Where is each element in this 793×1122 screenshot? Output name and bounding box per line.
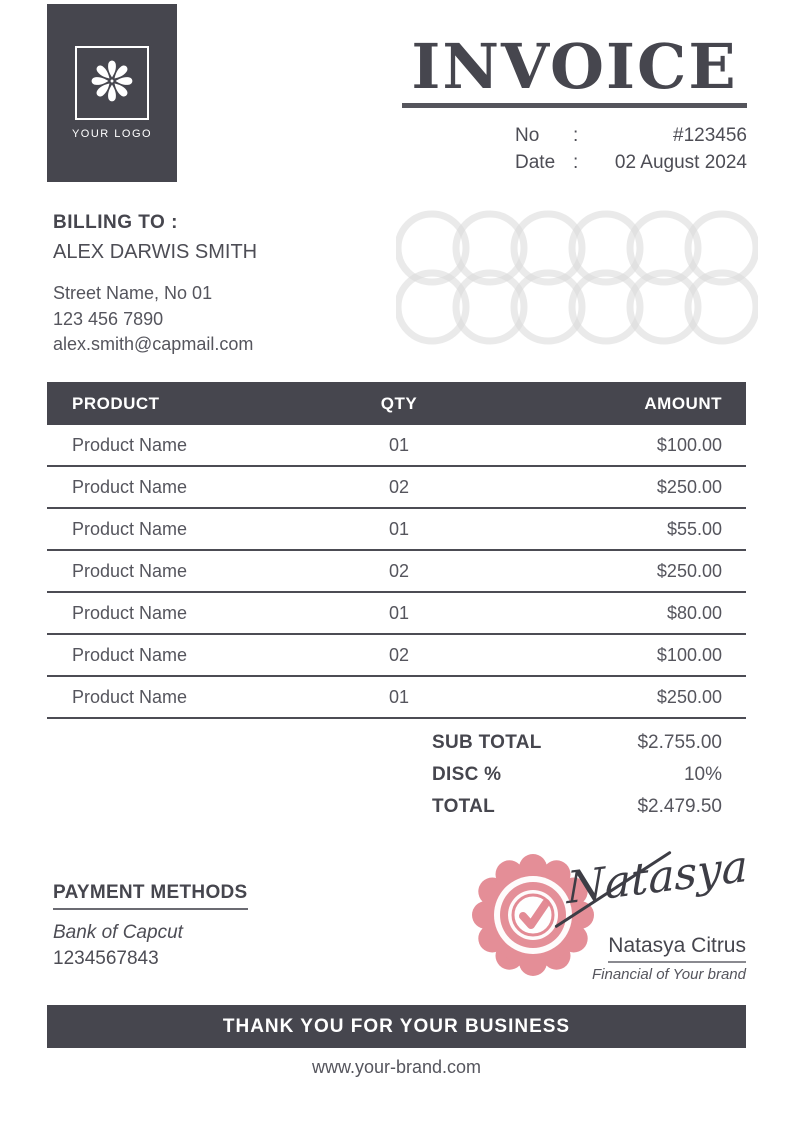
billing-phone: 123 456 7890 <box>53 308 164 329</box>
billing-street: Street Name, No 01 <box>53 283 213 303</box>
billing-email: alex.smith@capmail.com <box>53 334 254 354</box>
billing-section <box>53 212 373 358</box>
cell-amount: $100.00 <box>656 434 722 455</box>
payment-section <box>53 882 248 970</box>
cell-amount: $55.00 <box>666 518 722 539</box>
logo-block <box>47 4 177 182</box>
discount-label: DISC % <box>432 764 502 785</box>
logo-frame <box>75 46 149 120</box>
totals-section <box>432 727 746 823</box>
invoice-header <box>402 30 747 176</box>
total-value: $2.479.50 <box>637 796 722 817</box>
cell-amount: $100.00 <box>656 644 722 665</box>
cell-amount: $250.00 <box>656 560 722 581</box>
payment-account: 1234567843 <box>53 948 159 969</box>
invoice-number-row <box>515 122 747 149</box>
payment-heading: PAYMENT METHODS <box>53 882 248 910</box>
total-row <box>432 791 746 823</box>
table-row <box>47 551 746 593</box>
table-row <box>47 509 746 551</box>
footer-banner <box>47 1005 746 1048</box>
table-row <box>47 425 746 467</box>
cell-qty: 02 <box>388 644 410 665</box>
cell-product: Product Name <box>72 434 188 455</box>
cell-qty: 02 <box>388 560 410 581</box>
table-row <box>47 677 746 719</box>
subtotal-label: SUB TOTAL <box>432 732 542 753</box>
invoice-date-label: Date <box>515 152 556 174</box>
cell-qty: 01 <box>388 686 410 707</box>
flower-asterisk-icon <box>85 54 139 113</box>
cell-product: Product Name <box>72 644 188 665</box>
cell-product: Product Name <box>72 686 188 707</box>
title-underline <box>402 103 747 108</box>
cell-product: Product Name <box>72 476 188 497</box>
cell-product: Product Name <box>72 602 188 623</box>
total-label: TOTAL <box>432 796 496 817</box>
page-title: INVOICE <box>411 30 738 103</box>
separator: : <box>573 125 579 147</box>
payment-bank: Bank of Capcut <box>53 922 183 943</box>
signature-area <box>470 840 748 996</box>
invoice-number-label: No <box>515 125 540 147</box>
table-header <box>47 382 746 425</box>
cell-product: Product Name <box>72 518 188 539</box>
discount-row <box>432 759 746 791</box>
thank-you-text: THANK YOU FOR YOUR BUSINESS <box>222 1015 571 1037</box>
column-header-qty: QTY <box>380 393 418 413</box>
table-row <box>47 467 746 509</box>
invoice-meta <box>515 122 747 176</box>
subtotal-value: $2.755.00 <box>637 732 722 753</box>
column-header-product: PRODUCT <box>72 393 160 413</box>
cell-amount: $250.00 <box>656 686 722 707</box>
separator: : <box>573 152 579 174</box>
table-row <box>47 635 746 677</box>
cell-qty: 01 <box>388 518 410 539</box>
column-header-amount: AMOUNT <box>644 393 722 413</box>
billing-heading: BILLING TO : <box>53 212 178 233</box>
subtotal-row <box>432 727 746 759</box>
cell-qty: 01 <box>388 434 410 455</box>
cell-product: Product Name <box>72 560 188 581</box>
cell-amount: $250.00 <box>656 476 722 497</box>
cell-amount: $80.00 <box>666 602 722 623</box>
invoice-date-row <box>515 149 747 176</box>
signature-script: Natasya <box>565 840 748 915</box>
billing-details <box>53 281 373 358</box>
cell-qty: 02 <box>388 476 410 497</box>
signatory-name: Natasya Citrus <box>608 934 746 963</box>
circles-ornament <box>396 207 758 354</box>
website-url: www.your-brand.com <box>311 1057 482 1077</box>
invoice-date-value: 02 August 2024 <box>614 152 747 174</box>
table-row <box>47 593 746 635</box>
billing-name: ALEX DARWIS SMITH <box>53 241 258 263</box>
items-table <box>47 382 746 719</box>
cell-qty: 01 <box>388 602 410 623</box>
invoice-number-value: #123456 <box>673 125 747 147</box>
discount-value: 10% <box>683 764 722 785</box>
signatory-role: Financial of Your brand <box>592 966 746 983</box>
logo-label: YOUR LOGO <box>71 128 153 140</box>
